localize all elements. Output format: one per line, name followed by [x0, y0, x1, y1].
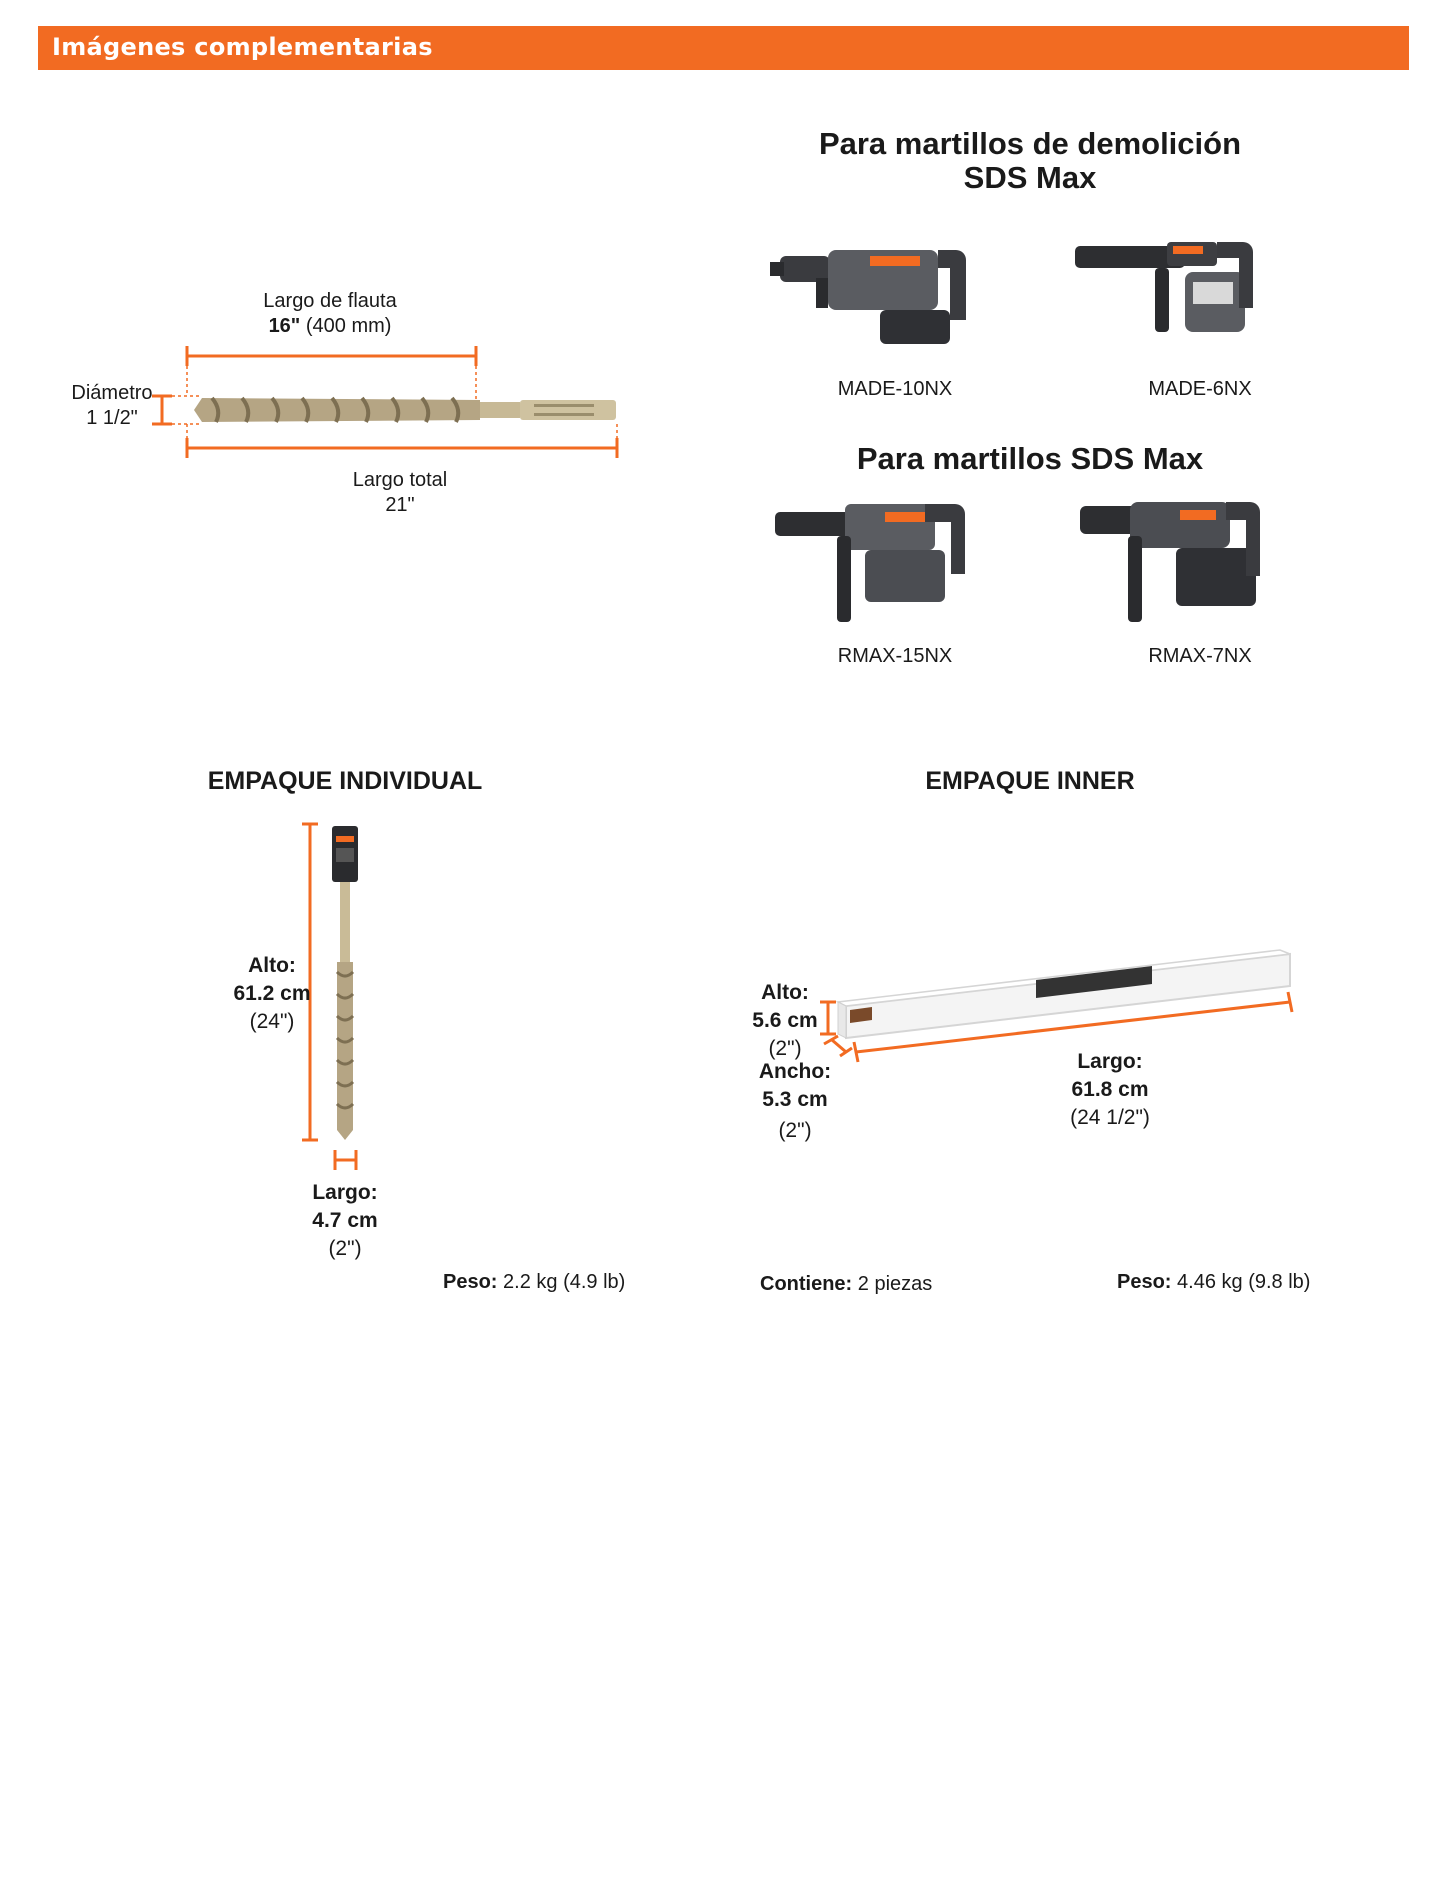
inner-weight: Peso: 4.46 kg (9.8 lb) [1117, 1271, 1311, 1293]
total-length-label: Largo total [352, 469, 448, 491]
total-length-value: 21" [385, 494, 415, 516]
individual-height-label: Alto: [248, 954, 296, 977]
hammer-title: Para martillos SDS Max [856, 441, 1204, 476]
inner-length-in: (24 1/2") [1070, 1106, 1150, 1129]
rmax-15nx-image [775, 500, 995, 630]
inner-height-in: (2") [768, 1037, 802, 1060]
diameter-value: 1 1/2" [86, 407, 138, 429]
individual-length-cm: 4.7 cm [312, 1209, 378, 1232]
section-header [38, 26, 1409, 70]
inner-height-label: Alto: [761, 981, 809, 1004]
inner-height-cm: 5.6 cm [752, 1009, 818, 1032]
inner-width-label: Ancho: [758, 1060, 832, 1083]
model-rmax-7nx: RMAX-7NX [1148, 645, 1252, 667]
inner-width-in: (2") [778, 1119, 812, 1142]
individual-length-line [335, 1150, 356, 1170]
individual-length-label: Largo: [312, 1181, 378, 1204]
individual-package-image [332, 826, 358, 1140]
drill-bit-diagram [150, 340, 630, 460]
flute-length-value: 16" (400 mm) [268, 315, 392, 337]
model-made-10nx: MADE-10NX [837, 378, 953, 400]
diameter-dimension-line [152, 396, 172, 424]
model-rmax-15nx: RMAX-15NX [837, 645, 953, 667]
individual-title: EMPAQUE INDIVIDUAL [207, 767, 483, 795]
flute-dimension-line [187, 346, 476, 366]
made-6nx-image [1075, 238, 1285, 358]
diameter-label: Diámetro [71, 382, 153, 404]
inner-contains: Contiene: 2 piezas [760, 1273, 933, 1295]
drill-bit-image [194, 398, 616, 422]
model-made-6nx: MADE-6NX [1148, 378, 1252, 400]
individual-height-cm: 61.2 cm [233, 982, 311, 1005]
inner-package-image [838, 950, 1290, 1038]
inner-length-label: Largo: [1077, 1050, 1143, 1073]
individual-length-in: (2") [328, 1237, 362, 1260]
individual-height-in: (24") [249, 1010, 295, 1033]
made-10nx-image [770, 238, 990, 358]
flute-length-label: Largo de flauta [263, 290, 397, 312]
rmax-7nx-image [1080, 498, 1290, 628]
inner-width-cm: 5.3 cm [762, 1088, 828, 1111]
demolition-title-line2: SDS Max [963, 160, 1097, 195]
section-title: Imágenes complementarias [52, 33, 433, 61]
individual-weight: Peso: 2.2 kg (4.9 lb) [443, 1271, 626, 1293]
inner-length-cm: 61.8 cm [1071, 1078, 1149, 1101]
total-length-dimension-line [187, 438, 617, 458]
demolition-title-line1: Para martillos de demolición [818, 126, 1242, 161]
inner-title: EMPAQUE INNER [925, 767, 1135, 795]
